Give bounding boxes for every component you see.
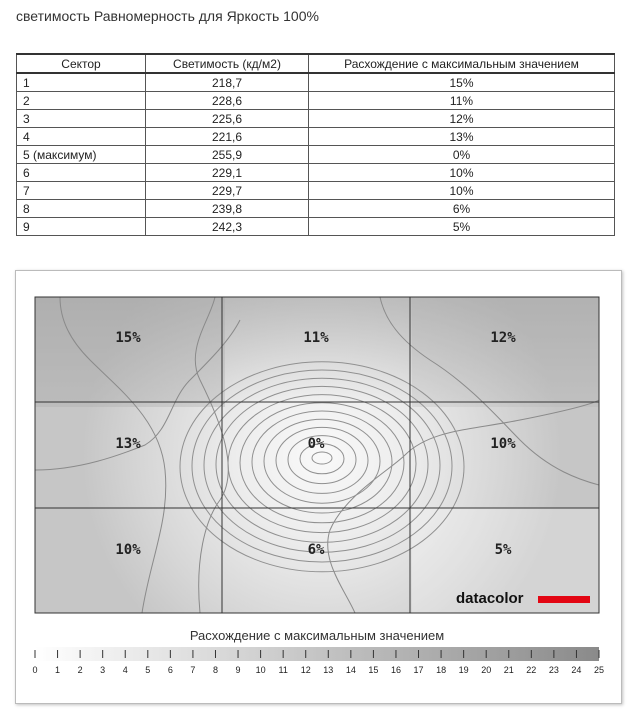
scale-tick-label: 4: [122, 665, 128, 675]
brand-wordmark: datacolor: [456, 590, 524, 607]
cell-sector: 7: [17, 182, 146, 200]
scale-tick-label: 10: [255, 665, 266, 675]
scale-tick-label: 14: [345, 665, 356, 675]
scale-tick-label: 0: [32, 665, 38, 675]
cell-luminance: 225,6: [146, 110, 309, 128]
sector-label: 12%: [490, 330, 516, 346]
cell-deviation: 10%: [309, 164, 615, 182]
cell-deviation: 15%: [309, 73, 615, 92]
cell-sector: 1: [17, 73, 146, 92]
page-title: светимость Равномерность для Яркость 100%: [16, 8, 319, 24]
cell-sector: 6: [17, 164, 146, 182]
cell-sector: 9: [17, 218, 146, 236]
scale-tick-label: 23: [548, 665, 559, 675]
scale-tick-label: 13: [323, 665, 334, 675]
cell-sector: 8: [17, 200, 146, 218]
scale-tick-label: 18: [436, 665, 447, 675]
cell-deviation: 0%: [309, 146, 615, 164]
sector-label: 13%: [115, 436, 141, 452]
scale-tick-label: 22: [526, 665, 537, 675]
color-scale: [32, 647, 604, 675]
scale-tick-label: 24: [571, 665, 582, 675]
cell-luminance: 218,7: [146, 73, 309, 92]
cell-deviation: 12%: [309, 110, 615, 128]
column-header-sector: Сектор: [17, 54, 146, 73]
cell-luminance: 242,3: [146, 218, 309, 236]
cell-deviation: 11%: [309, 92, 615, 110]
sector-label: 0%: [307, 436, 325, 452]
cell-luminance: 229,7: [146, 182, 309, 200]
scale-tick-label: 11: [278, 665, 288, 675]
legend-title: Расхождение с максимальным значением: [189, 628, 445, 643]
cell-luminance: 228,6: [146, 92, 309, 110]
cell-deviation: 13%: [309, 128, 615, 146]
scale-tick-label: 1: [55, 665, 61, 675]
cell-sector: 4: [17, 128, 146, 146]
cell-deviation: 5%: [309, 218, 615, 236]
sector-label: 10%: [490, 436, 516, 452]
sector-label: 5%: [494, 542, 512, 558]
scale-tick-label: 8: [212, 665, 218, 675]
scale-tick-label: 7: [190, 665, 196, 675]
cell-deviation: 10%: [309, 182, 615, 200]
scale-tick-label: 6: [167, 665, 173, 675]
sector-label: 11%: [303, 330, 329, 346]
cell-deviation: 6%: [309, 200, 615, 218]
sector-label: 10%: [115, 542, 141, 558]
scale-tick-label: 5: [145, 665, 151, 675]
cell-luminance: 255,9: [146, 146, 309, 164]
scale-tick-label: 12: [300, 665, 311, 675]
cell-luminance: 239,8: [146, 200, 309, 218]
scale-tick-label: 19: [458, 665, 469, 675]
column-header-luminance: Светимость (кд/м2): [146, 54, 309, 73]
brand-red-bar: [538, 596, 590, 603]
cell-luminance: 221,6: [146, 128, 309, 146]
sector-label: 15%: [115, 330, 141, 346]
scale-tick-label: 17: [413, 665, 424, 675]
scale-tick-label: 15: [368, 665, 379, 675]
column-header-deviation: Расхождение с максимальным значением: [309, 54, 615, 73]
scale-tick-label: 16: [390, 665, 401, 675]
scale-tick-label: 9: [235, 665, 241, 675]
cell-sector: 2: [17, 92, 146, 110]
scale-tick-label: 20: [481, 665, 492, 675]
cell-sector: 3: [17, 110, 146, 128]
cell-luminance: 229,1: [146, 164, 309, 182]
scale-gradient-bar: [35, 647, 599, 661]
scale-tick-label: 2: [77, 665, 83, 675]
scale-tick-label: 25: [593, 665, 605, 675]
sector-label: 6%: [307, 542, 325, 558]
cell-sector: 5 (максимум): [17, 146, 146, 164]
scale-tick-label: 3: [100, 665, 106, 675]
scale-tick-label: 21: [503, 665, 514, 675]
